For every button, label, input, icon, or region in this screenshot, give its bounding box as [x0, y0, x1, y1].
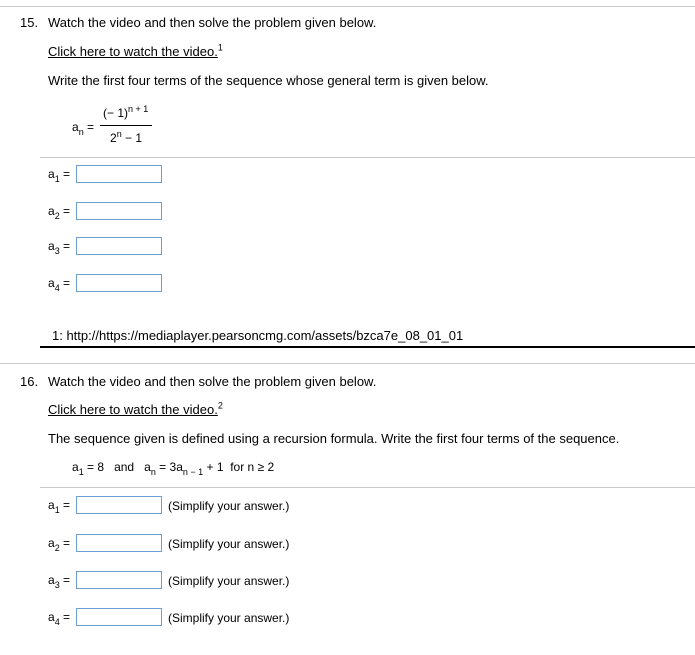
q16-hint-a4: (Simplify your answer.): [168, 611, 290, 625]
answer-label-a4: $a_4$ =: [48, 276, 71, 293]
question-15-footnote-ref: 1: [217, 42, 223, 53]
formula-lhs: $a_n$ =: [72, 120, 95, 137]
question-16-footnote-ref: 2: [217, 400, 223, 411]
fraction-bar: [100, 125, 152, 126]
recursion-formula: $a_1 = 8$ and $a_n = 3a_{n - 1} + 1$ for n ≥ 2: [72, 460, 275, 477]
q16-answer-a2-input[interactable]: [76, 534, 162, 552]
q16-answer-label-a3: $a_3$ =: [48, 573, 71, 590]
q16-answer-label-a4: $a_4$ =: [48, 610, 71, 627]
question-16-instruction: Watch the video and then solve the problem given below.: [48, 374, 377, 389]
q16-answer-a1-input[interactable]: [76, 496, 162, 514]
answer-label-a2: $a_2$ =: [48, 204, 71, 221]
question-15-footnote: 1: http://https://mediaplayer.pearsoncmg.com/assets/bzca7e_08_01_01: [52, 328, 464, 343]
q16-answer-label-a2: $a_2$ =: [48, 536, 71, 553]
q16-hint-a2: (Simplify your answer.): [168, 537, 290, 551]
question-15-answer-divider: [40, 157, 695, 158]
question-15-number: 15.: [20, 15, 39, 30]
question-16-prompt: The sequence given is defined using a recursion formula. Write the first four terms of the sequence.: [48, 431, 620, 446]
question-16-answer-divider: [40, 487, 695, 488]
q15-answer-a2-input[interactable]: [76, 202, 162, 220]
question-15-video-link-row: [48, 44, 223, 59]
formula-numerator: (− 1)$^{n + 1}$: [103, 104, 149, 120]
top-divider: [0, 6, 695, 7]
q16-answer-label-a1: $a_1$ =: [48, 498, 71, 515]
q16-answer-a4-input[interactable]: [76, 608, 162, 626]
question-16-video-link-row: [48, 402, 223, 417]
q16-hint-a1: (Simplify your answer.): [168, 499, 290, 513]
question-16-top-divider: [0, 363, 695, 364]
q15-answer-a3-input[interactable]: [76, 237, 162, 255]
q15-answer-a4-input[interactable]: [76, 274, 162, 292]
answer-label-a1: $a_1$ =: [48, 167, 71, 184]
formula-denominator: 2$^n$ − 1: [110, 129, 143, 145]
q15-answer-a1-input[interactable]: [76, 165, 162, 183]
question-16-video-link[interactable]: Click here to watch the video.: [48, 402, 218, 417]
question-15-prompt: Write the first four terms of the sequence whose general term is given below.: [48, 73, 489, 88]
footnote-rule: [40, 346, 695, 348]
q16-hint-a3: (Simplify your answer.): [168, 574, 290, 588]
answer-label-a3: $a_3$ =: [48, 239, 71, 256]
question-15-video-link[interactable]: Click here to watch the video.: [48, 44, 218, 59]
question-16-number: 16.: [20, 374, 39, 389]
question-15-instruction: Watch the video and then solve the problem given below.: [48, 15, 377, 30]
q16-answer-a3-input[interactable]: [76, 571, 162, 589]
